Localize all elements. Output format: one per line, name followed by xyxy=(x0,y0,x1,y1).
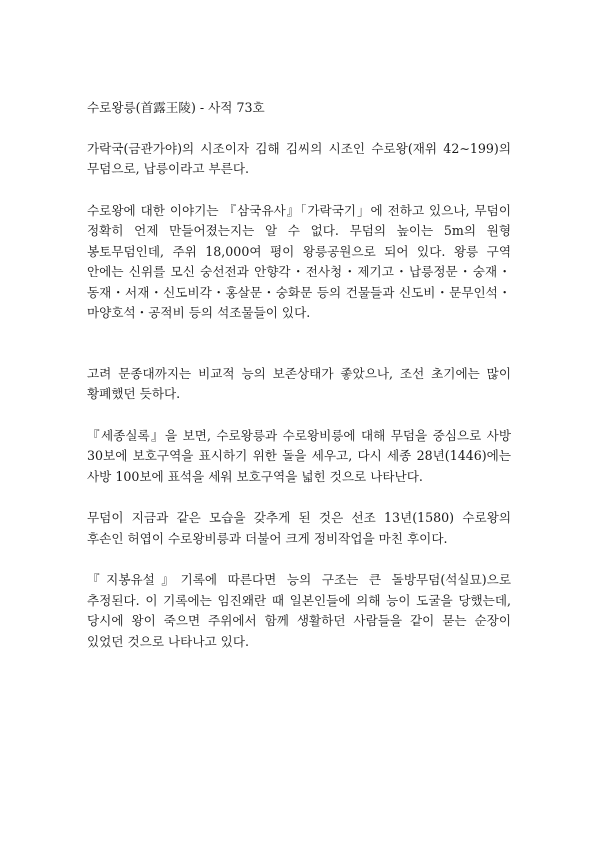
paragraph-intro: 가락국(금관가야)의 시조이자 김해 김씨의 시조인 수로왕(재위 42∼199)의 무덤으로, 납릉이라고 부른다. xyxy=(87,140,511,176)
paragraph-jibong: 『지봉유설』기록에 따른다면 능의 구조는 큰 돌방무덤(석실묘)으로 추정된다. 이 기록에는 임진왜란 때 일본인들에 의해 능이 도굴을 당했는데, 당시에 왕이 죽으면 주위에서 함께 생활하던 사람들을 같이 묻는 순장이 있었던 것으로 나타나고 있다. xyxy=(87,572,511,649)
paragraph-seonjo: 무덤이 지금과 같은 모습을 갖추게 된 것은 선조 13년(1580) 수로왕의 후손인 허엽이 수로왕비릉과 더불어 크게 정비작업을 마친 후이다. xyxy=(87,510,511,546)
document-body xyxy=(87,98,511,673)
document-heading: 수로왕릉(首露王陵) - 사적 73호 xyxy=(87,100,265,115)
paragraph-goryeo: 고려 문종대까지는 비교적 능의 보존상태가 좋았으나, 조선 초기에는 많이 황폐했던 듯하다. xyxy=(87,365,511,401)
paragraph-sejong: 『세종실록』을 보면, 수로왕릉과 수로왕비릉에 대해 무덤을 중심으로 사방 30보에 보호구역을 표시하기 위한 돌을 세우고, 다시 세종 28년(1446)에는 사방 100보에 표석을 세워 보호구역을 넓힌 것으로 나타난다. xyxy=(87,427,511,484)
paragraph-records: 수로왕에 대한 이야기는 『삼국유사』「가락국기」에 전하고 있으나, 무덤이 정확히 언제 만들어졌는지는 알 수 없다. 무덤의 높이는 5m의 원형 봉토무덤인데, 주위 18,000여 평이 왕릉공원으로 되어 있다. 왕릉 구역 안에는 신위를 모신 숭선전과 안향각・전사청・제기고・납릉정문・숭재・동재・서재・신도비각・홍살문・숭화문 등의 건물들과 신도비・문무인석・마양호석・공적비 등의 석조물들이 있다. xyxy=(87,202,511,320)
